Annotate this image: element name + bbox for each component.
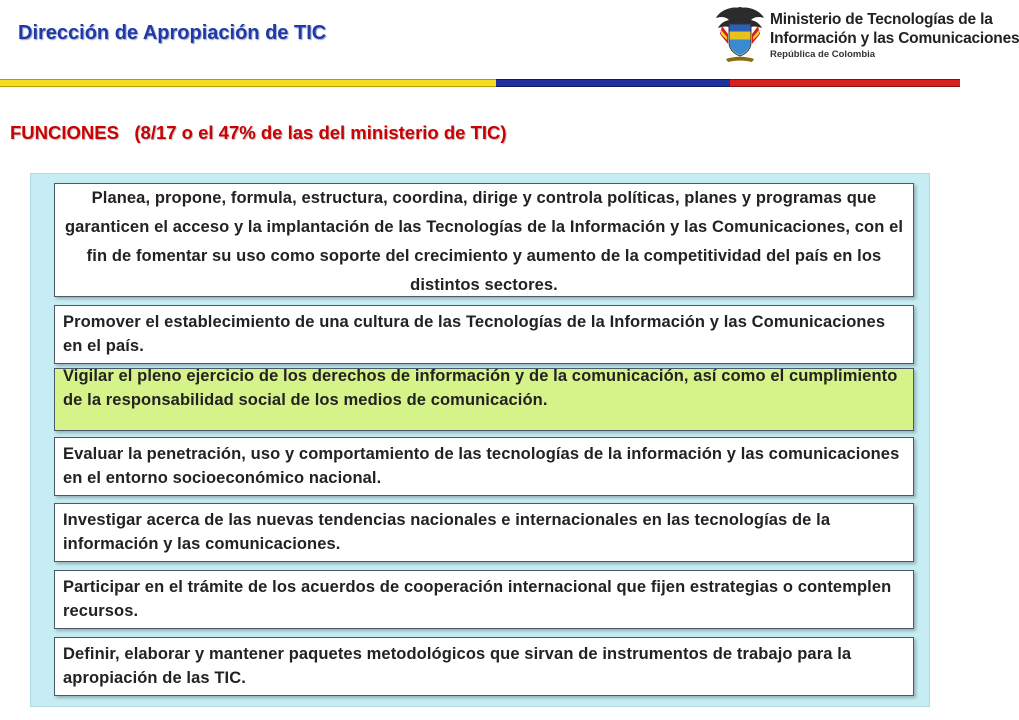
function-text: Promover el establecimiento de una cultura de las Tecnologías de la Información y las Comunicaciones en el país. [63,313,886,355]
function-text: Participar en el trámite de los acuerdos de cooperación internacional que fijen estrategias o contemplen recursos. [63,578,892,620]
function-text: Evaluar la penetración, uso y comportamiento de las tecnologías de la información y las comunicaciones en el entorno socioeconómico nacional. [63,445,900,487]
flag-bar-yellow [0,79,496,87]
function-text: Investigar acerca de las nuevas tendencias nacionales e internacionales en las tecnologías de la información y las comunicaciones. [63,511,831,553]
function-text: Planea, propone, formula, estructura, coordina, dirige y controla políticas, planes y programas que garanticen el acceso y la implantación de las Tecnologías de la Información y las Comunicaciones, con el fin de fomentar su uso como soporte del crecimiento y aumento de la competitividad del país en los distintos sectores. [64,189,904,294]
function-box-1 [54,183,914,297]
function-box-3 [54,368,914,431]
flag-color-bar [0,79,960,87]
function-box-4 [54,437,914,496]
flag-bar-blue [496,79,730,87]
logo-text-line1: Ministerio de Tecnologías de la [770,11,993,28]
colombia-coat-of-arms-icon [714,4,766,66]
function-box-6 [54,570,914,629]
function-text: Definir, elaborar y mantener paquetes metodológicos que sirvan de instrumentos de trabajo para la apropiación de las TIC. [63,645,852,687]
logo-text-line2: Información y las Comunicaciones [770,30,1019,47]
function-box-5 [54,503,914,562]
logo-text-line3: República de Colombia [770,49,876,60]
function-text: Vigilar el pleno ejercicio de los derechos de información y de la comunicación, así como el cumplimiento de la responsabilidad social de los medios de comunicación. [63,367,898,409]
function-box-7 [54,637,914,696]
ministry-logo [714,4,1019,68]
header-title: Dirección de Apropiación de TIC [18,22,327,44]
section-title: FUNCIONES (8/17 o el 47% de las del ministerio de TIC) [10,122,507,143]
function-box-2 [54,305,914,364]
flag-bar-red [730,79,960,87]
